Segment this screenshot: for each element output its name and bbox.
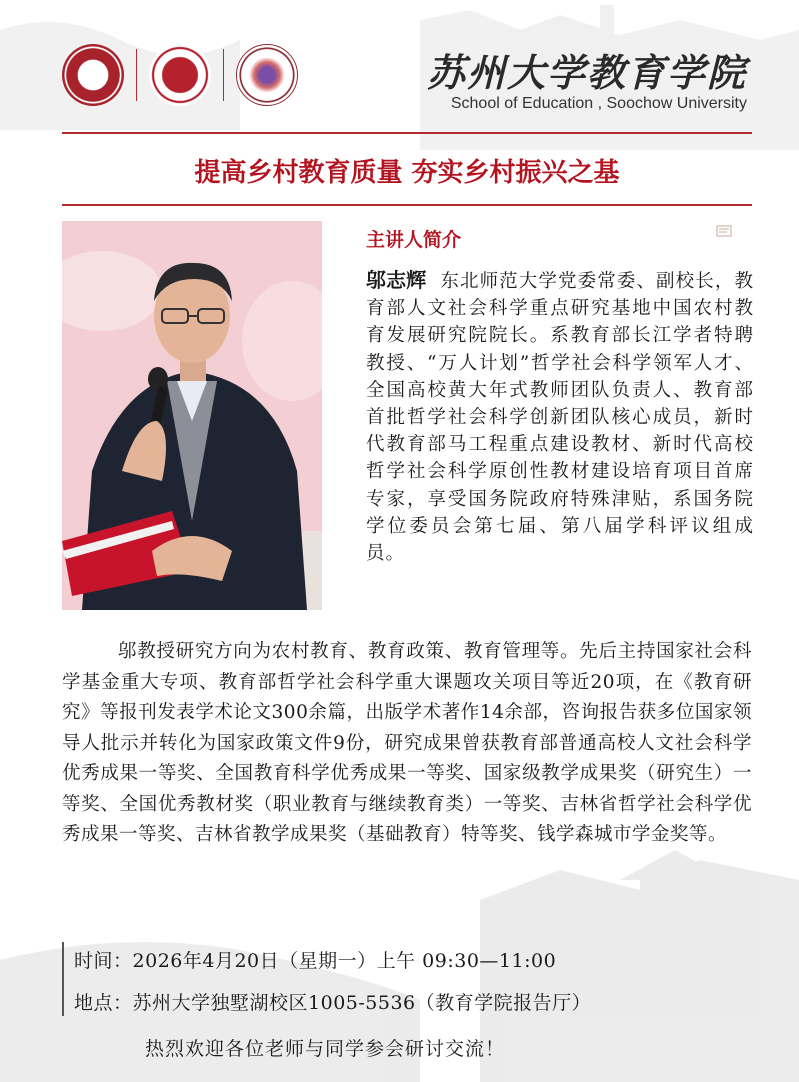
college-seal-icon bbox=[149, 44, 211, 106]
event-time bbox=[74, 946, 556, 973]
top-divider bbox=[62, 132, 752, 134]
speaker-photo bbox=[62, 221, 322, 610]
event-place-value: 苏州大学独墅湖校区1005-5536（教育学院报告厅） bbox=[132, 992, 592, 1014]
event-time-value: 2026年4月20日（星期一）上午 09:30—11:00 bbox=[132, 950, 557, 972]
school-logo-icon bbox=[62, 44, 124, 106]
welcome-message: 热烈欢迎各位老师与同学参会研讨交流！ bbox=[145, 1038, 506, 1060]
speaker-bio-text: 东北师范大学党委常委、副校长，教育部人文社会科学重点研究基地中国农村教育发展研究院院长。系教育部长江学者特聘教授、“万人计划”哲学社会科学领军人才、全国高校黄大年式教师团队负责人、教育部首批哲学社会科学创新团队核心成员，新时代教育部马工程重点建设教材、新时代高校哲学社会科学原创性教材建设培育项目首席专家，享受国务院政府特殊津贴，系国务院学位委员会第七届、第八届学科评议组成员。 bbox=[366, 271, 754, 565]
speaker-bio bbox=[366, 267, 754, 567]
school-name-en: School of Education , Soochow University bbox=[450, 95, 747, 112]
event-time-label: 时间： bbox=[74, 950, 133, 972]
title-divider bbox=[62, 204, 752, 206]
logo-divider bbox=[223, 49, 224, 101]
logo-group bbox=[62, 40, 298, 110]
research-paragraph: 邬教授研究方向为农村教育、教育政策、教育管理等。先后主持国家社会科学基金重大专项、教育部哲学社会科学重大课题攻关项目等近20项，在《教育研究》等报刊发表学术论文300余篇，出版学术著作14余部，咨询报告获多位国家领导人批示并转化为国家政策文件9份，研究成果曾获教育部普通高校人文社会科学优秀成果一等奖、全国教育科学优秀成果一等奖、国家级教学成果奖（研究生）一等奖、全国优秀教材奖（职业教育与继续教育类）一等奖、吉林省哲学社会科学优秀成果一等奖、吉林省教学成果奖（基础教育）特等奖、钱学森城市学金奖等。 bbox=[62, 641, 752, 845]
page-title: 提高乡村教育质量 夯实乡村振兴之基 bbox=[194, 158, 620, 188]
speaker-portrait-illustration bbox=[62, 221, 322, 610]
speaker-section-heading: 主讲人简介 bbox=[366, 229, 462, 251]
speaker-name: 邬志辉 bbox=[366, 268, 427, 292]
document-icon bbox=[716, 225, 732, 237]
event-place-label: 地点： bbox=[74, 992, 133, 1014]
school-name-cn: 苏州大学教育学院 bbox=[426, 50, 747, 95]
brain-lab-logo-icon bbox=[236, 44, 298, 106]
event-place bbox=[74, 988, 591, 1015]
logo-divider bbox=[136, 49, 137, 101]
event-info-bar bbox=[62, 942, 64, 1016]
